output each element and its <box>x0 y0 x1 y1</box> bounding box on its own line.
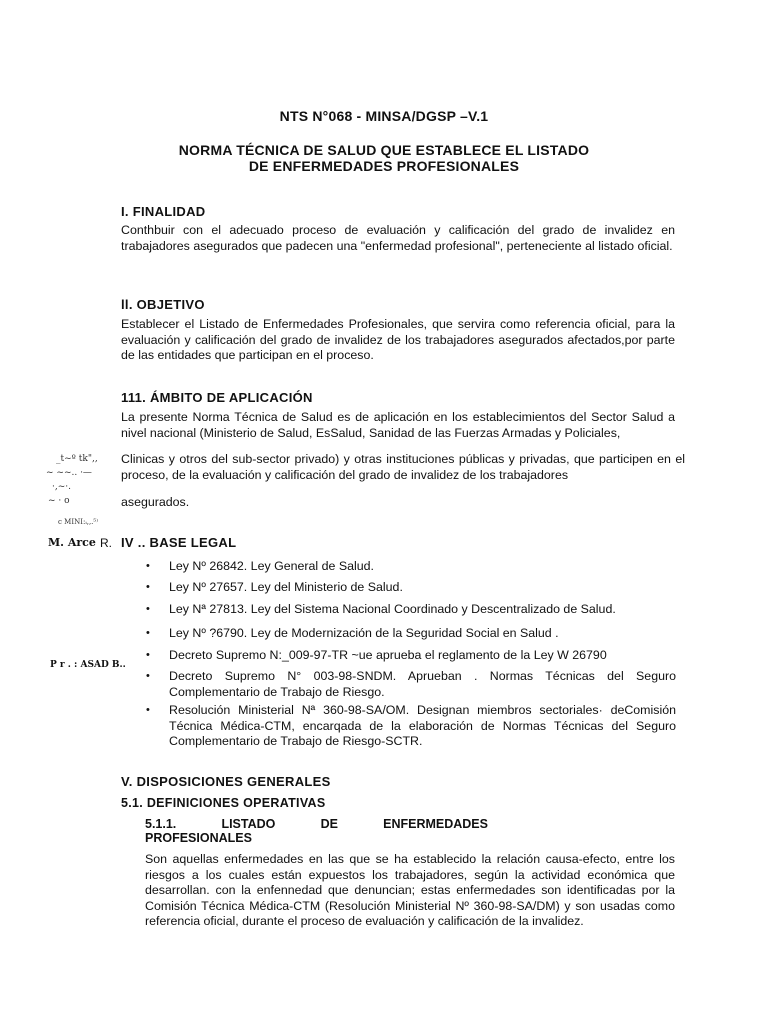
bullet-icon: • <box>146 627 150 639</box>
definiciones-subheading: 5.1. DEFINICIONES OPERATIVAS <box>121 796 326 810</box>
disposiciones-heading: V. DISPOSICIONES GENERALES <box>121 774 331 789</box>
signer-1-name: M. Arce <box>48 536 96 549</box>
bullet-icon: • <box>146 649 150 661</box>
base-legal-item-1: • Ley Nº 26842. Ley General de Salud. <box>146 559 374 573</box>
margin-note-2: ~ ~~.. ·— <box>46 468 92 478</box>
objetivo-text: Establecer el Listado de Enfermedades Profesionales, que servira como referencia oficial, para la evaluación y calificación del grado de invalidez de los trabajadores asegurados afectados,por parte de las entidades que participan en el proceso. <box>121 317 675 362</box>
objetivo-heading: ll. OBJETIVO <box>121 297 205 312</box>
ambito-text-1: La presente Norma Técnica de Salud es de aplicación en los establecimientos del Sector Salud a nivel nacional (Ministerio de Salud, EsSalud, Sanidad de las Fuerzas Armadas y Policiales, <box>121 410 675 440</box>
margin-note-3: ·,~·. <box>52 482 71 492</box>
document-code: NTS N°068 - MINSA/DGSP –V.1 <box>279 108 489 124</box>
definition-title-line1 <box>145 817 488 831</box>
definition-word-3: ENFERMEDADES <box>383 817 488 831</box>
signer-2: P r . : ASAD B.. <box>50 660 126 670</box>
bullet-icon: • <box>146 670 150 682</box>
margin-note-4: ~ · o <box>48 496 70 506</box>
base-legal-heading: IV .. BASE LEGAL <box>121 535 237 550</box>
base-legal-item-4: • Ley Nº ?6790. Ley de Modernización de la Seguridad Social en Salud . <box>146 626 559 640</box>
base-legal-item-3: • Ley Nª 27813. Ley del Sistema Nacional Coordinado y Descentralizado de Salud. <box>146 602 616 616</box>
bullet-icon: • <box>146 704 150 716</box>
ambito-text-3: asegurados. <box>121 495 190 509</box>
bullet-icon: • <box>146 581 150 593</box>
document-title-line1: NORMA TÉCNICA DE SALUD QUE ESTABLECE EL LISTADO <box>178 142 590 158</box>
signer-1-initial: R. <box>100 536 112 550</box>
margin-note-1: _t~º tk",, <box>56 454 98 464</box>
finalidad-heading: I. FINALIDAD <box>121 204 206 219</box>
definition-text: Son aquellas enfermedades en las que se ha establecido la relación causa-efecto, entre los riesgos a los cuales están expuestos los trabajadores, según la actividad económica que desarrollan. con la enfennedad que denuncian; estas enfermedades son identificadas por la Comisión Técnica Médica-CTM (Resolución Ministerial Nº 360-98-SA/DM) y son usadas como referencia oficial, durante el proceso de evaluación y calificación de la invalidez. <box>145 852 675 928</box>
margin-note-5: c MINI:ᵢ,,.⁵⁾ <box>58 518 98 526</box>
definition-title-line2: PROFESIONALES <box>145 831 252 845</box>
document-title-line2: DE ENFERMEDADES PROFESIONALES <box>248 158 520 174</box>
bullet-icon: • <box>146 560 150 572</box>
definition-word-2: DE <box>320 817 338 831</box>
base-legal-item-6: • Decreto Supremo N° 003-98-SNDM. Aprueban . Normas Técnicas del Seguro Complementario de Trabajo de Riesgo. <box>146 669 676 699</box>
base-legal-item-5: • Decreto Supremo N:_009-97-TR ~ue aprueba el reglamento de la Ley W 26790 <box>146 648 607 662</box>
definition-word-1: LISTADO <box>221 817 276 831</box>
ambito-heading: 111. ÁMBITO DE APLICACIÓN <box>121 390 313 405</box>
definition-number: 5.1.1. <box>145 817 177 831</box>
bullet-icon: • <box>146 603 150 615</box>
base-legal-item-2: • Ley Nº 27657. Ley del Ministerio de Salud. <box>146 580 403 594</box>
finalidad-text: Conthbuir con el adecuado proceso de evaluación y calificación del grado de invalidez en trabajadores asegurados que padecen una "enfermedad profesional", perteneciente al listado oficial. <box>121 223 675 253</box>
base-legal-item-7: • Resolución Ministerial Nª 360-98-SA/OM. Designan miembros sectoriales· deComisión Técnica Médica-CTM, encarqada de la elaboración de Normas Técnicas del Seguro Complementario de Trabajo de Riesgo-SCTR. <box>146 703 676 748</box>
ambito-text-2: Clinicas y otros del sub-sector privado) y otras instituciones públicas y privadas, que participen en el proceso, de la evaluación y calificación del grado de invalidez de los trabajadores <box>121 452 685 482</box>
